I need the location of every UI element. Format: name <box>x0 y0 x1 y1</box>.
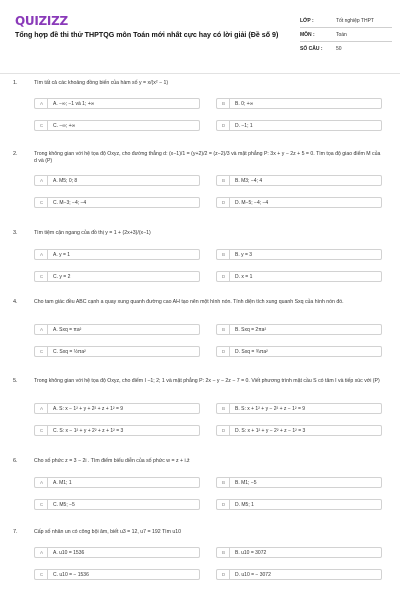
option-a[interactable] <box>34 98 200 109</box>
option-text: C. −∞; +∞ <box>53 122 76 129</box>
option-text: B. 0; +∞ <box>235 100 254 107</box>
option-a[interactable] <box>34 175 200 186</box>
option-text: C. u10 = − 1536 <box>53 571 89 578</box>
option-d[interactable] <box>216 346 382 357</box>
option-text: D. S: x + 1² + y − 2² + z − 1² = 3 <box>235 427 306 434</box>
option-a[interactable] <box>34 249 200 260</box>
question-number: 4. <box>13 299 18 305</box>
question-number: 3. <box>13 230 18 236</box>
option-text: A. y = 1 <box>53 251 71 258</box>
meta-value: 50 <box>336 45 342 52</box>
option-text: C. S: x − 1² + y + 2² + z + 1² = 3 <box>53 427 124 434</box>
option-letter: C <box>36 500 48 509</box>
option-text: D. u10 = − 3072 <box>235 571 271 578</box>
option-letter: A <box>36 250 48 259</box>
option-a[interactable] <box>34 477 200 488</box>
option-b[interactable] <box>216 547 382 558</box>
option-text: D. M5; 1 <box>235 501 254 508</box>
option-d[interactable] <box>216 499 382 510</box>
meta-row-count <box>300 42 392 55</box>
option-d[interactable] <box>216 569 382 580</box>
question-number: 2. <box>13 151 18 157</box>
option-letter: A <box>36 176 48 185</box>
option-letter: C <box>36 570 48 579</box>
option-text: B. y = 3 <box>235 251 253 258</box>
option-letter: C <box>36 198 48 207</box>
option-letter: B <box>218 250 230 259</box>
option-text: B. M1; −5 <box>235 479 257 486</box>
option-b[interactable] <box>216 98 382 109</box>
option-letter: B <box>218 325 230 334</box>
option-letter: B <box>218 99 230 108</box>
question-number: 7. <box>13 529 18 535</box>
option-letter: D <box>218 272 230 281</box>
option-text: D. Sxq = ¾πa² <box>235 348 268 355</box>
question-text: Cấp số nhân un có công bội âm, biết u3 = 12, u7 = 192 Tìm u10 <box>34 529 181 535</box>
option-c[interactable] <box>34 569 200 580</box>
option-text: A. M1; 1 <box>53 479 72 486</box>
option-text: D. −1; 1 <box>235 122 253 129</box>
option-letter: C <box>36 272 48 281</box>
option-c[interactable] <box>34 346 200 357</box>
question-number: 1. <box>13 80 18 86</box>
option-text: C. M5; −5 <box>53 501 75 508</box>
question-text: Trong không gian với hệ tọa độ Oxyz, cho điểm I −1; 2; 1 và mặt phẳng P: 2x − y − 2z − 7 = 0. Viết phương trình mặt cầu S có tâm I và tiếp xúc với (P) <box>34 378 380 384</box>
meta-row-subject <box>300 28 392 42</box>
option-text: B. S: x + 1² + y − 2² + z − 1² = 9 <box>235 405 306 412</box>
meta-label: SỐ CÂU : <box>300 45 323 52</box>
option-b[interactable] <box>216 249 382 260</box>
option-letter: C <box>36 121 48 130</box>
option-b[interactable] <box>216 175 382 186</box>
option-d[interactable] <box>216 120 382 131</box>
option-c[interactable] <box>34 499 200 510</box>
question-text: Cho số phức z = 3 − 2i . Tìm điểm biểu diễn của số phức w = z + i.z̄ <box>34 458 190 464</box>
header <box>0 0 400 72</box>
option-letter: B <box>218 404 230 413</box>
option-b[interactable] <box>216 477 382 488</box>
header-divider <box>0 73 400 74</box>
quizizz-logo[interactable]: QUIZIZZ <box>15 14 68 28</box>
option-letter: D <box>218 570 230 579</box>
option-text: B. u10 = 3072 <box>235 549 267 556</box>
option-letter: B <box>218 478 230 487</box>
option-letter: C <box>36 347 48 356</box>
option-letter: B <box>218 548 230 557</box>
document-title: Tổng hợp đề thi thử THPTQG môn Toán mới nhất cực hay có lời giải (Đề số 9) <box>15 31 279 39</box>
meta-row-class <box>300 14 392 28</box>
option-text: B. M3; −4; 4 <box>235 177 263 184</box>
option-a[interactable] <box>34 403 200 414</box>
meta-value: Tốt nghiệp THPT <box>336 17 374 24</box>
option-text: D. x = 1 <box>235 273 253 280</box>
meta-label: LỚP : <box>300 17 314 24</box>
option-text: C. Sxq = ½πa² <box>53 348 86 355</box>
option-text: D. M−5; −4; −4 <box>235 199 269 206</box>
option-letter: D <box>218 198 230 207</box>
option-letter: A <box>36 99 48 108</box>
question-number: 5. <box>13 378 18 384</box>
option-text: C. M−3; −4; −4 <box>53 199 87 206</box>
option-letter: D <box>218 426 230 435</box>
option-c[interactable] <box>34 120 200 131</box>
option-text: A. M5; 0; 8 <box>53 177 78 184</box>
question-number: 6. <box>13 458 18 464</box>
option-text: A. −∞; −1 và 1; +∞ <box>53 100 95 107</box>
option-text: A. Sxq = πa² <box>53 326 82 333</box>
option-a[interactable] <box>34 547 200 558</box>
option-a[interactable] <box>34 324 200 335</box>
option-c[interactable] <box>34 197 200 208</box>
question-text: Cho tam giác đều ABC cạnh a quay xung quanh đường cao AH tạo nên một hình nón. Tính diện tích xung quanh Sxq của hình nón đó. <box>34 299 344 305</box>
option-b[interactable] <box>216 403 382 414</box>
option-letter: A <box>36 404 48 413</box>
meta-label: MÔN : <box>300 31 315 38</box>
option-d[interactable] <box>216 425 382 436</box>
option-letter: A <box>36 325 48 334</box>
option-text: C. y = 2 <box>53 273 71 280</box>
option-b[interactable] <box>216 324 382 335</box>
question-text: Trong không gian với hệ tọa độ Oxyz, cho đường thẳng d: (x−1)/1 = (y+2)/2 = (z−2)/3 và mặt phẳng P: 3x + y − 2z + 5 = 0. Tìm tọa độ giao điểm M của d và (P) <box>34 151 381 164</box>
question-text: Tìm tiệm cận ngang của đồ thị y = 1 + (2x+3)/(x−1) <box>34 230 151 236</box>
option-letter: B <box>218 176 230 185</box>
option-text: A. S: x − 1² + y + 2² + z + 1² = 9 <box>53 405 124 412</box>
meta-value: Toán <box>336 31 347 38</box>
option-text: B. Sxq = 2πa² <box>235 326 267 333</box>
option-text: A. u10 = 1536 <box>53 549 85 556</box>
option-d[interactable] <box>216 271 382 282</box>
option-letter: A <box>36 548 48 557</box>
option-letter: C <box>36 426 48 435</box>
option-letter: A <box>36 478 48 487</box>
question-text: Tìm tất cả các khoảng đồng biến của hàm số y = x/(x² − 1) <box>34 80 169 86</box>
option-c[interactable] <box>34 425 200 436</box>
meta-box <box>300 14 392 55</box>
option-letter: D <box>218 121 230 130</box>
option-d[interactable] <box>216 197 382 208</box>
option-letter: D <box>218 500 230 509</box>
option-c[interactable] <box>34 271 200 282</box>
option-letter: D <box>218 347 230 356</box>
